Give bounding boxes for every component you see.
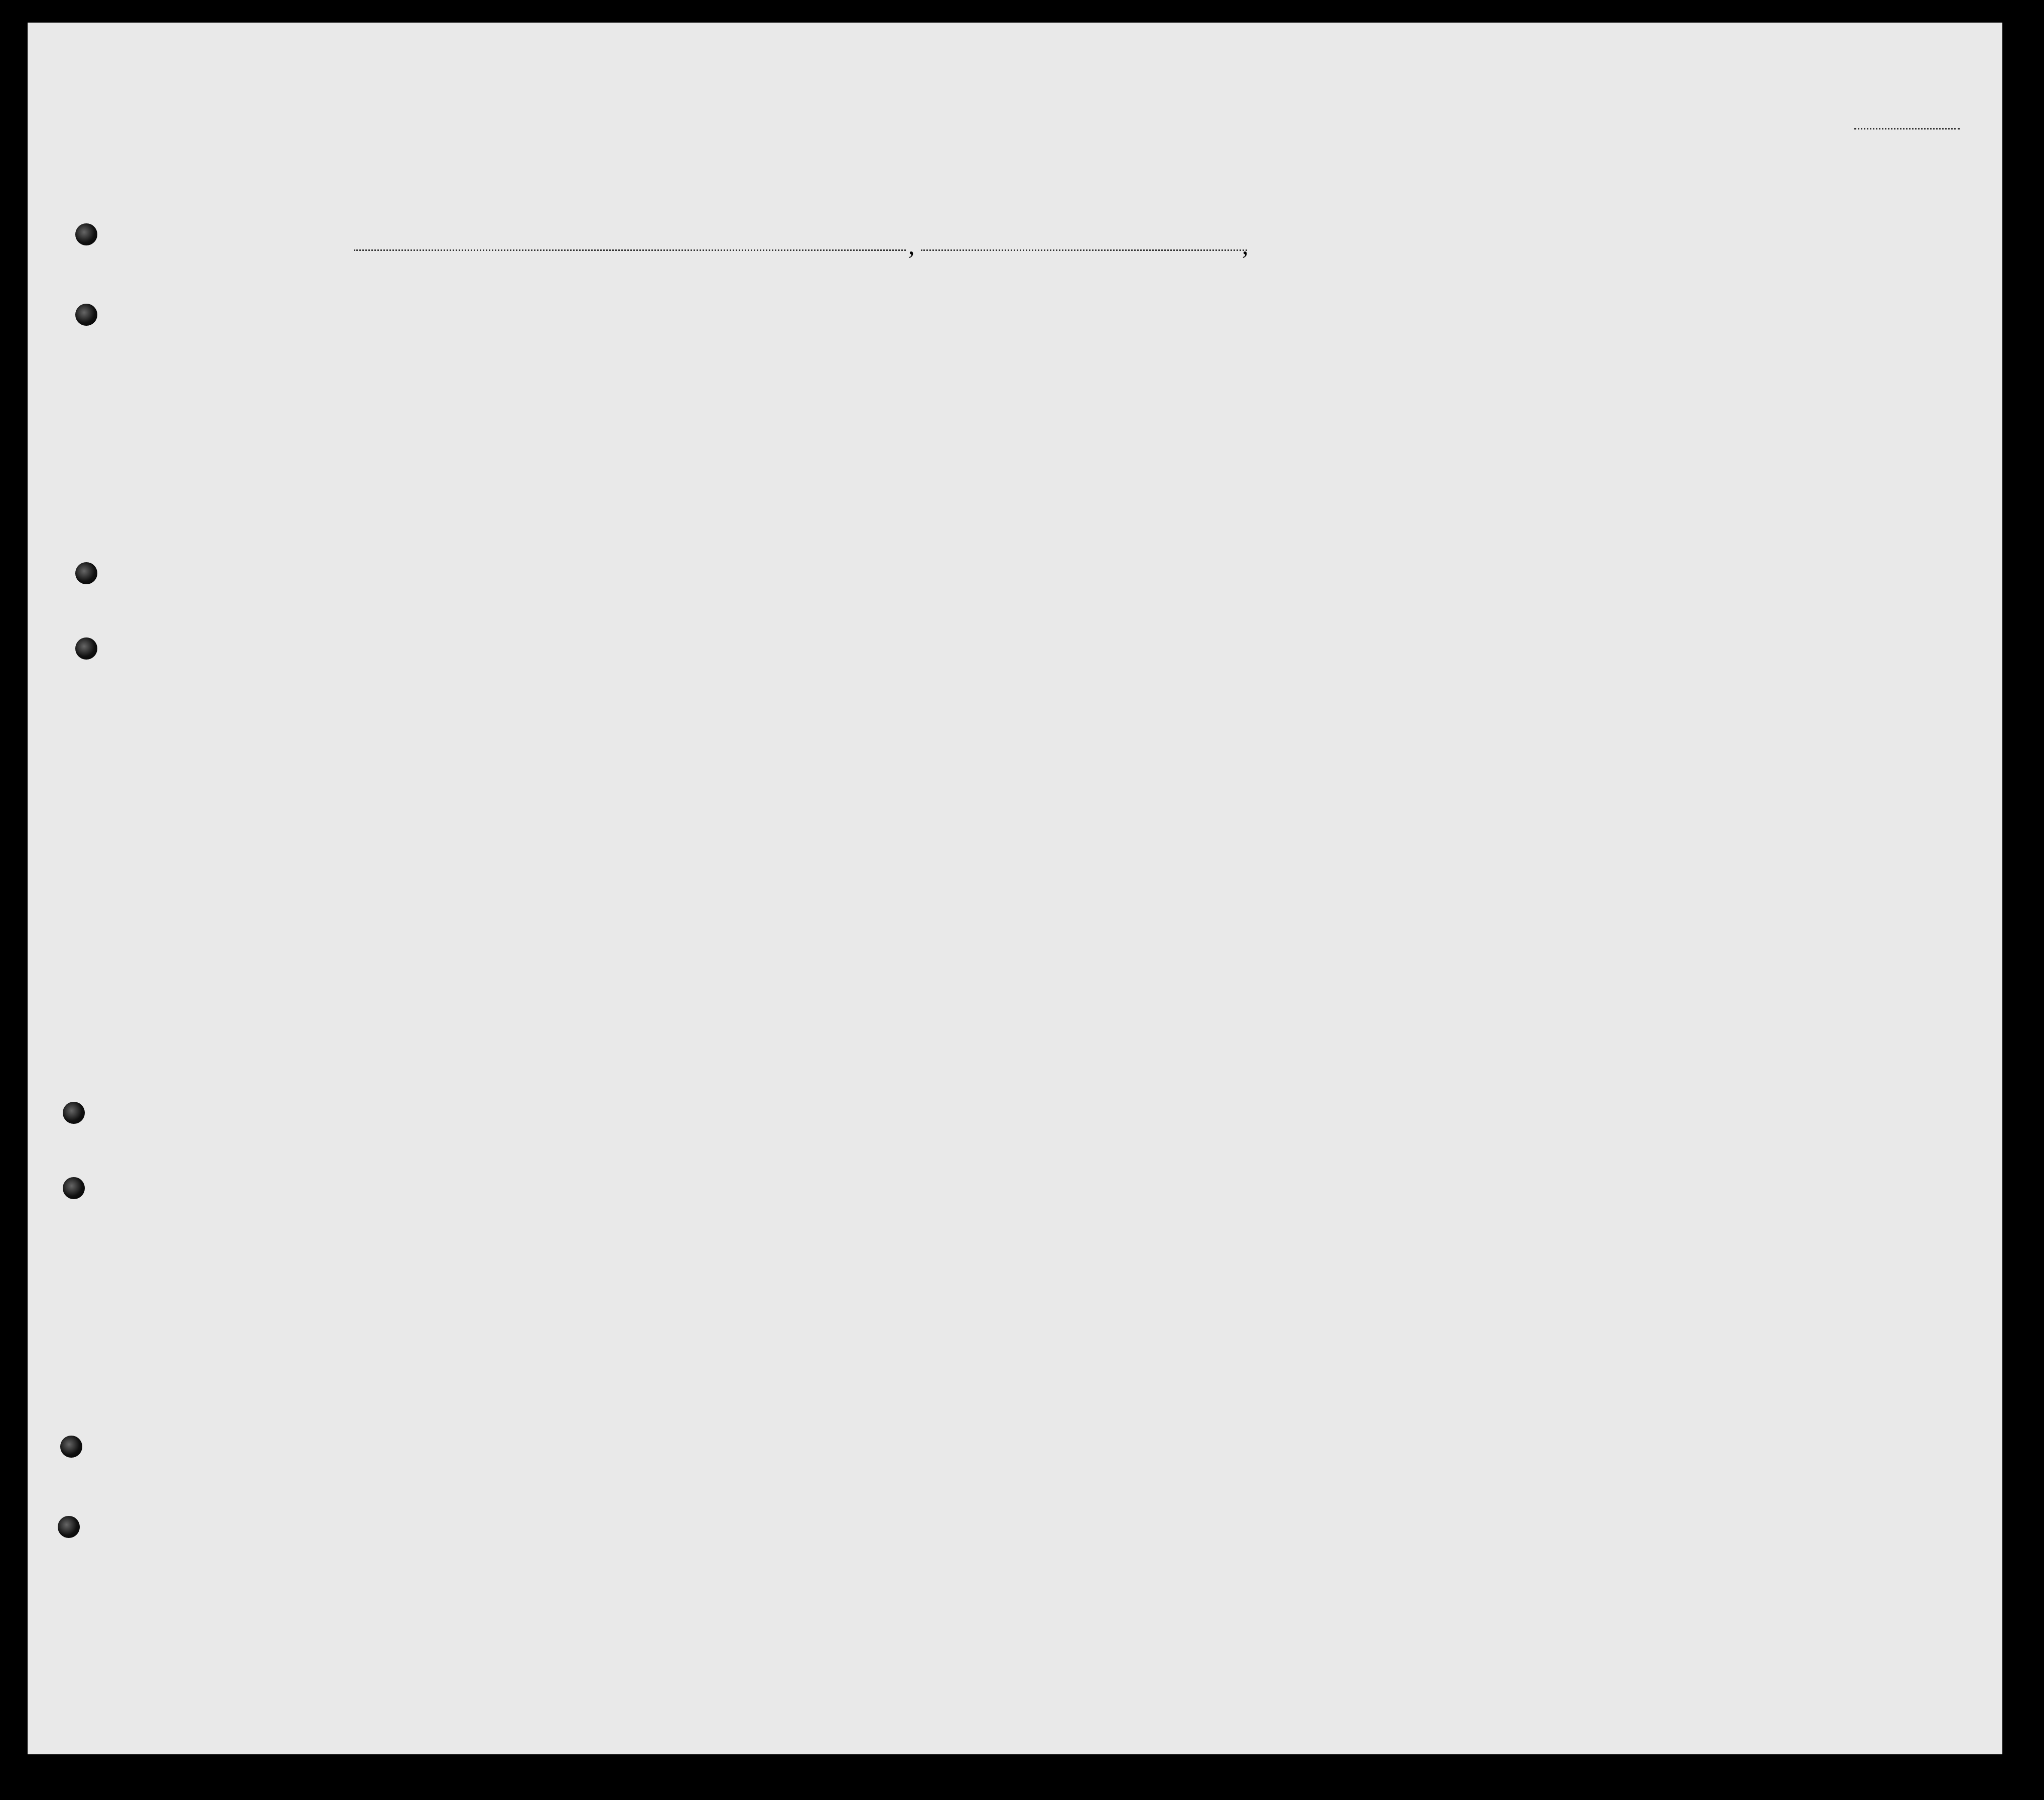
header-purpose-return [1214, 349, 1250, 449]
manifest-sheet [28, 23, 2002, 1754]
header-purpose-length [1252, 349, 1282, 449]
port-line [354, 249, 906, 251]
header-feet [1689, 404, 1709, 444]
header-excluded [1526, 321, 1546, 447]
comma: , [908, 231, 915, 260]
punch-hole [75, 562, 97, 584]
list-line [1854, 128, 1960, 130]
date-line [921, 249, 1247, 251]
header-labor-offer [1485, 321, 1521, 447]
header-anarchist [1405, 324, 1420, 444]
header-inches [1714, 404, 1734, 444]
punch-hole [75, 304, 97, 326]
punch-hole [63, 1102, 85, 1124]
punch-hole [75, 637, 97, 660]
punch-hole [75, 223, 97, 245]
header-ticket [622, 319, 647, 444]
header-overthrow [1428, 321, 1473, 447]
header-money [748, 309, 778, 449]
punch-hole [58, 1516, 80, 1538]
punch-hole [63, 1177, 85, 1199]
header-deported [1548, 321, 1568, 447]
form-grid [28, 23, 2002, 1754]
header-purpose-citizen [1285, 349, 1315, 449]
punch-hole [60, 1436, 82, 1458]
header-polygamist [1380, 324, 1395, 444]
comma2: , [1242, 231, 1249, 260]
header-prison [1332, 321, 1368, 447]
